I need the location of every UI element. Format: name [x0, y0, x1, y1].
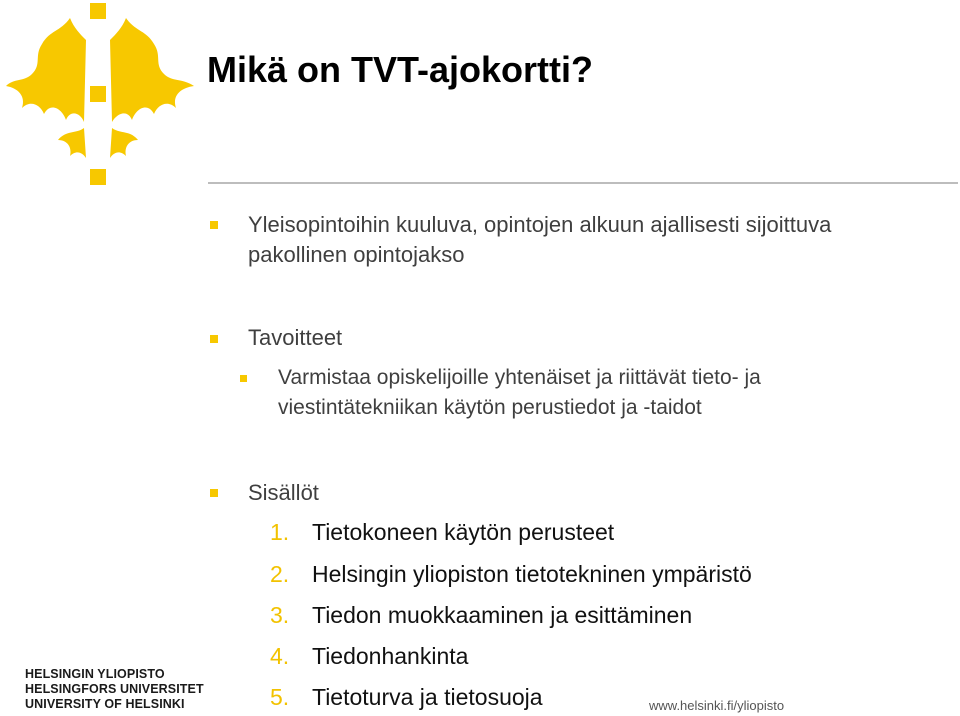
sub-bullet-text: Varmistaa opiskelijoille yhtenäiset ja riittävät tieto- ja	[278, 366, 761, 389]
list-text: Tiedon muokkaaminen ja esittäminen	[312, 602, 693, 628]
bullet-marker	[210, 221, 218, 229]
page-title: Mikä on TVT-ajokortti?	[207, 49, 594, 90]
bullet-text: Tavoitteet	[248, 325, 343, 350]
list-number: 2.	[270, 561, 290, 587]
bullet-text: Yleisopintoihin kuuluva, opintojen alkuun ajallisesti sijoittuva	[248, 212, 832, 237]
list-number: 4.	[270, 643, 290, 669]
sub-bullet-marker	[240, 375, 247, 382]
bullet-text: pakollinen opintojakso	[248, 242, 465, 267]
list-item	[270, 519, 614, 545]
list-number: 1.	[270, 519, 290, 545]
list-number: 3.	[270, 602, 290, 628]
wordmark-swedish: HELSINGFORS UNIVERSITET	[25, 682, 204, 696]
bullet-text: Sisällöt	[248, 480, 319, 505]
list-text: Helsingin yliopiston tietotekninen ympäristö	[312, 561, 752, 587]
list-text: Tiedonhankinta	[312, 643, 469, 669]
list-item	[270, 561, 752, 587]
list-item	[270, 684, 543, 710]
university-wordmark	[25, 667, 204, 712]
wordmark-finnish: HELSINGIN YLIOPISTO	[25, 667, 165, 681]
sub-bullet-text: viestintätekniikan käytön perustiedot ja -taidot	[278, 396, 702, 419]
list-item	[270, 602, 692, 628]
list-text: Tietoturva ja tietosuoja	[312, 684, 543, 710]
wordmark-english: UNIVERSITY OF HELSINKI	[25, 697, 185, 711]
bullet-marker	[210, 335, 218, 343]
flame-icon	[0, 0, 200, 190]
bullet-marker	[210, 489, 218, 497]
list-number: 5.	[270, 684, 290, 710]
list-text: Tietokoneen käytön perusteet	[312, 519, 615, 545]
footer-url: www.helsinki.fi/yliopisto	[649, 698, 785, 713]
list-item	[270, 643, 468, 669]
title-divider	[208, 182, 958, 184]
